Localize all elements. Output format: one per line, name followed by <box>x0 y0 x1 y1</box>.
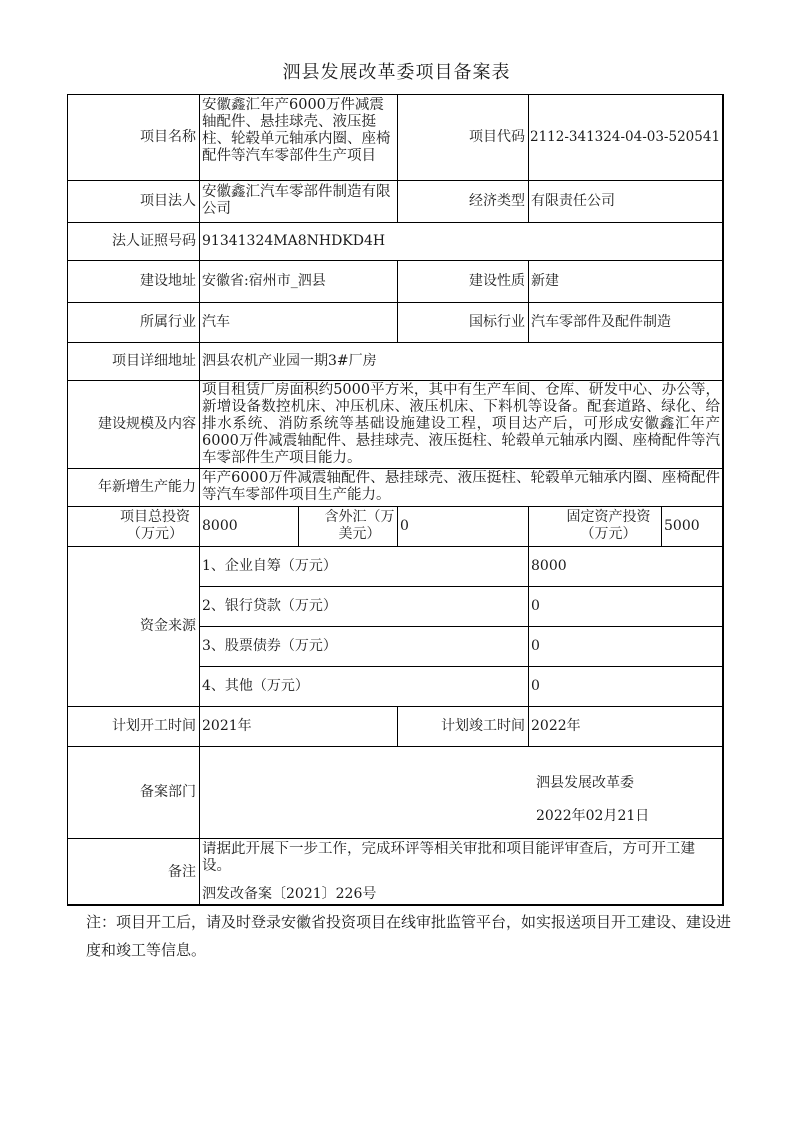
filing-org: 泗县发展改革委 <box>536 775 634 791</box>
filing-doc-number: 泗发改备案〔2021〕226号 <box>202 886 377 902</box>
filing-date: 2022年02月21日 <box>536 808 650 824</box>
legal-person-value: 安徽鑫汇汽车零部件制造有限公司 <box>202 184 391 217</box>
remark-label: 备注 <box>168 863 196 880</box>
scale-label: 建设规模及内容 <box>98 415 196 432</box>
funding-item-name: 3、股票债券（万元） <box>202 637 337 654</box>
total-investment-label: 项目总投资（万元） <box>120 509 190 542</box>
build-address-value: 安徽省:宿州市_泗县 <box>202 272 326 289</box>
page-title: 泗县发展改革委项目备案表 <box>282 62 511 83</box>
capacity-value: 年产6000万件减震轴配件、悬挂球壳、液压挺柱、轮毂单元轴承内圈、座椅配件等汽车零部件项目生产能力。 <box>202 470 720 503</box>
start-time-label: 计划开工时间 <box>112 717 196 734</box>
end-time-value: 2022年 <box>531 717 581 734</box>
build-nature-value: 新建 <box>531 272 559 289</box>
project-name-label: 项目名称 <box>140 128 196 145</box>
build-nature-label: 建设性质 <box>469 272 525 289</box>
capacity-label: 年新增生产能力 <box>98 478 196 495</box>
end-time-label: 计划竣工时间 <box>441 717 525 734</box>
funding-item-name: 4、其他（万元） <box>202 677 309 694</box>
funding-item-value: 8000 <box>531 557 567 574</box>
national-industry-value: 汽车零部件及配件制造 <box>531 313 671 330</box>
license-no-label: 法人证照号码 <box>112 232 196 249</box>
economic-type-label: 经济类型 <box>469 192 525 209</box>
foreign-exchange-label: 含外汇（万美元） <box>324 509 395 542</box>
filing-dept-label: 备案部门 <box>140 783 196 800</box>
detail-address-value: 泗县农机产业园一期3#厂房 <box>202 352 377 369</box>
industry-label: 所属行业 <box>140 313 196 330</box>
funding-item-name: 2、银行贷款（万元） <box>202 597 337 614</box>
project-name-value: 安徽鑫汇年产6000万件减震轴配件、悬挂球壳、液压挺柱、轮毂单元轴承内圈、座椅配件等汽车零部件生产项目 <box>202 97 391 164</box>
license-no-value: 91341324MA8NHDKD4H <box>202 232 386 249</box>
remark-text: 请据此开展下一步工作，完成环评等相关审批和项目能评审查后，方可开工建设。 <box>202 841 695 874</box>
footnote: 注：项目开工后，请及时登录安徽省投资项目在线审批监管平台，如实报送项目开工建设、建设进度和竣工等信息。 <box>86 913 732 959</box>
scale-value: 项目租赁厂房面积约5000平方米，其中有生产车间、仓库、研发中心、办公等，新增设备数控机床、冲压机床、液压机床、下料机等设备。配套道路、绿化、给排水系统、消防系统等基础设施建设工程，项目达产后，可形成安徽鑫汇年产6000万件减震轴配件、悬挂球壳、液压挺柱、轮毂单元轴承内圈、座椅配件等汽车零部件生产项目能力。 <box>202 382 720 466</box>
start-time-value: 2021年 <box>202 717 252 734</box>
fixed-assets-label: 固定资产投资（万元） <box>566 509 651 542</box>
funding-item-value: 0 <box>531 597 540 614</box>
legal-person-label: 项目法人 <box>140 192 196 209</box>
national-industry-label: 国标行业 <box>469 313 525 330</box>
economic-type-value: 有限责任公司 <box>531 192 615 209</box>
project-code-label: 项目代码 <box>469 128 525 145</box>
total-investment-value: 8000 <box>202 517 238 534</box>
detail-address-label: 项目详细地址 <box>112 352 196 369</box>
foreign-exchange-value: 0 <box>400 517 409 534</box>
industry-value: 汽车 <box>202 313 230 330</box>
build-address-label: 建设地址 <box>140 272 196 289</box>
funding-label: 资金来源 <box>140 617 196 634</box>
funding-item-value: 0 <box>531 637 540 654</box>
project-code-value: 2112-341324-04-03-520541 <box>530 128 721 145</box>
funding-item-name: 1、企业自筹（万元） <box>202 557 337 574</box>
fixed-assets-value: 5000 <box>664 517 700 534</box>
funding-item-value: 0 <box>531 677 540 694</box>
